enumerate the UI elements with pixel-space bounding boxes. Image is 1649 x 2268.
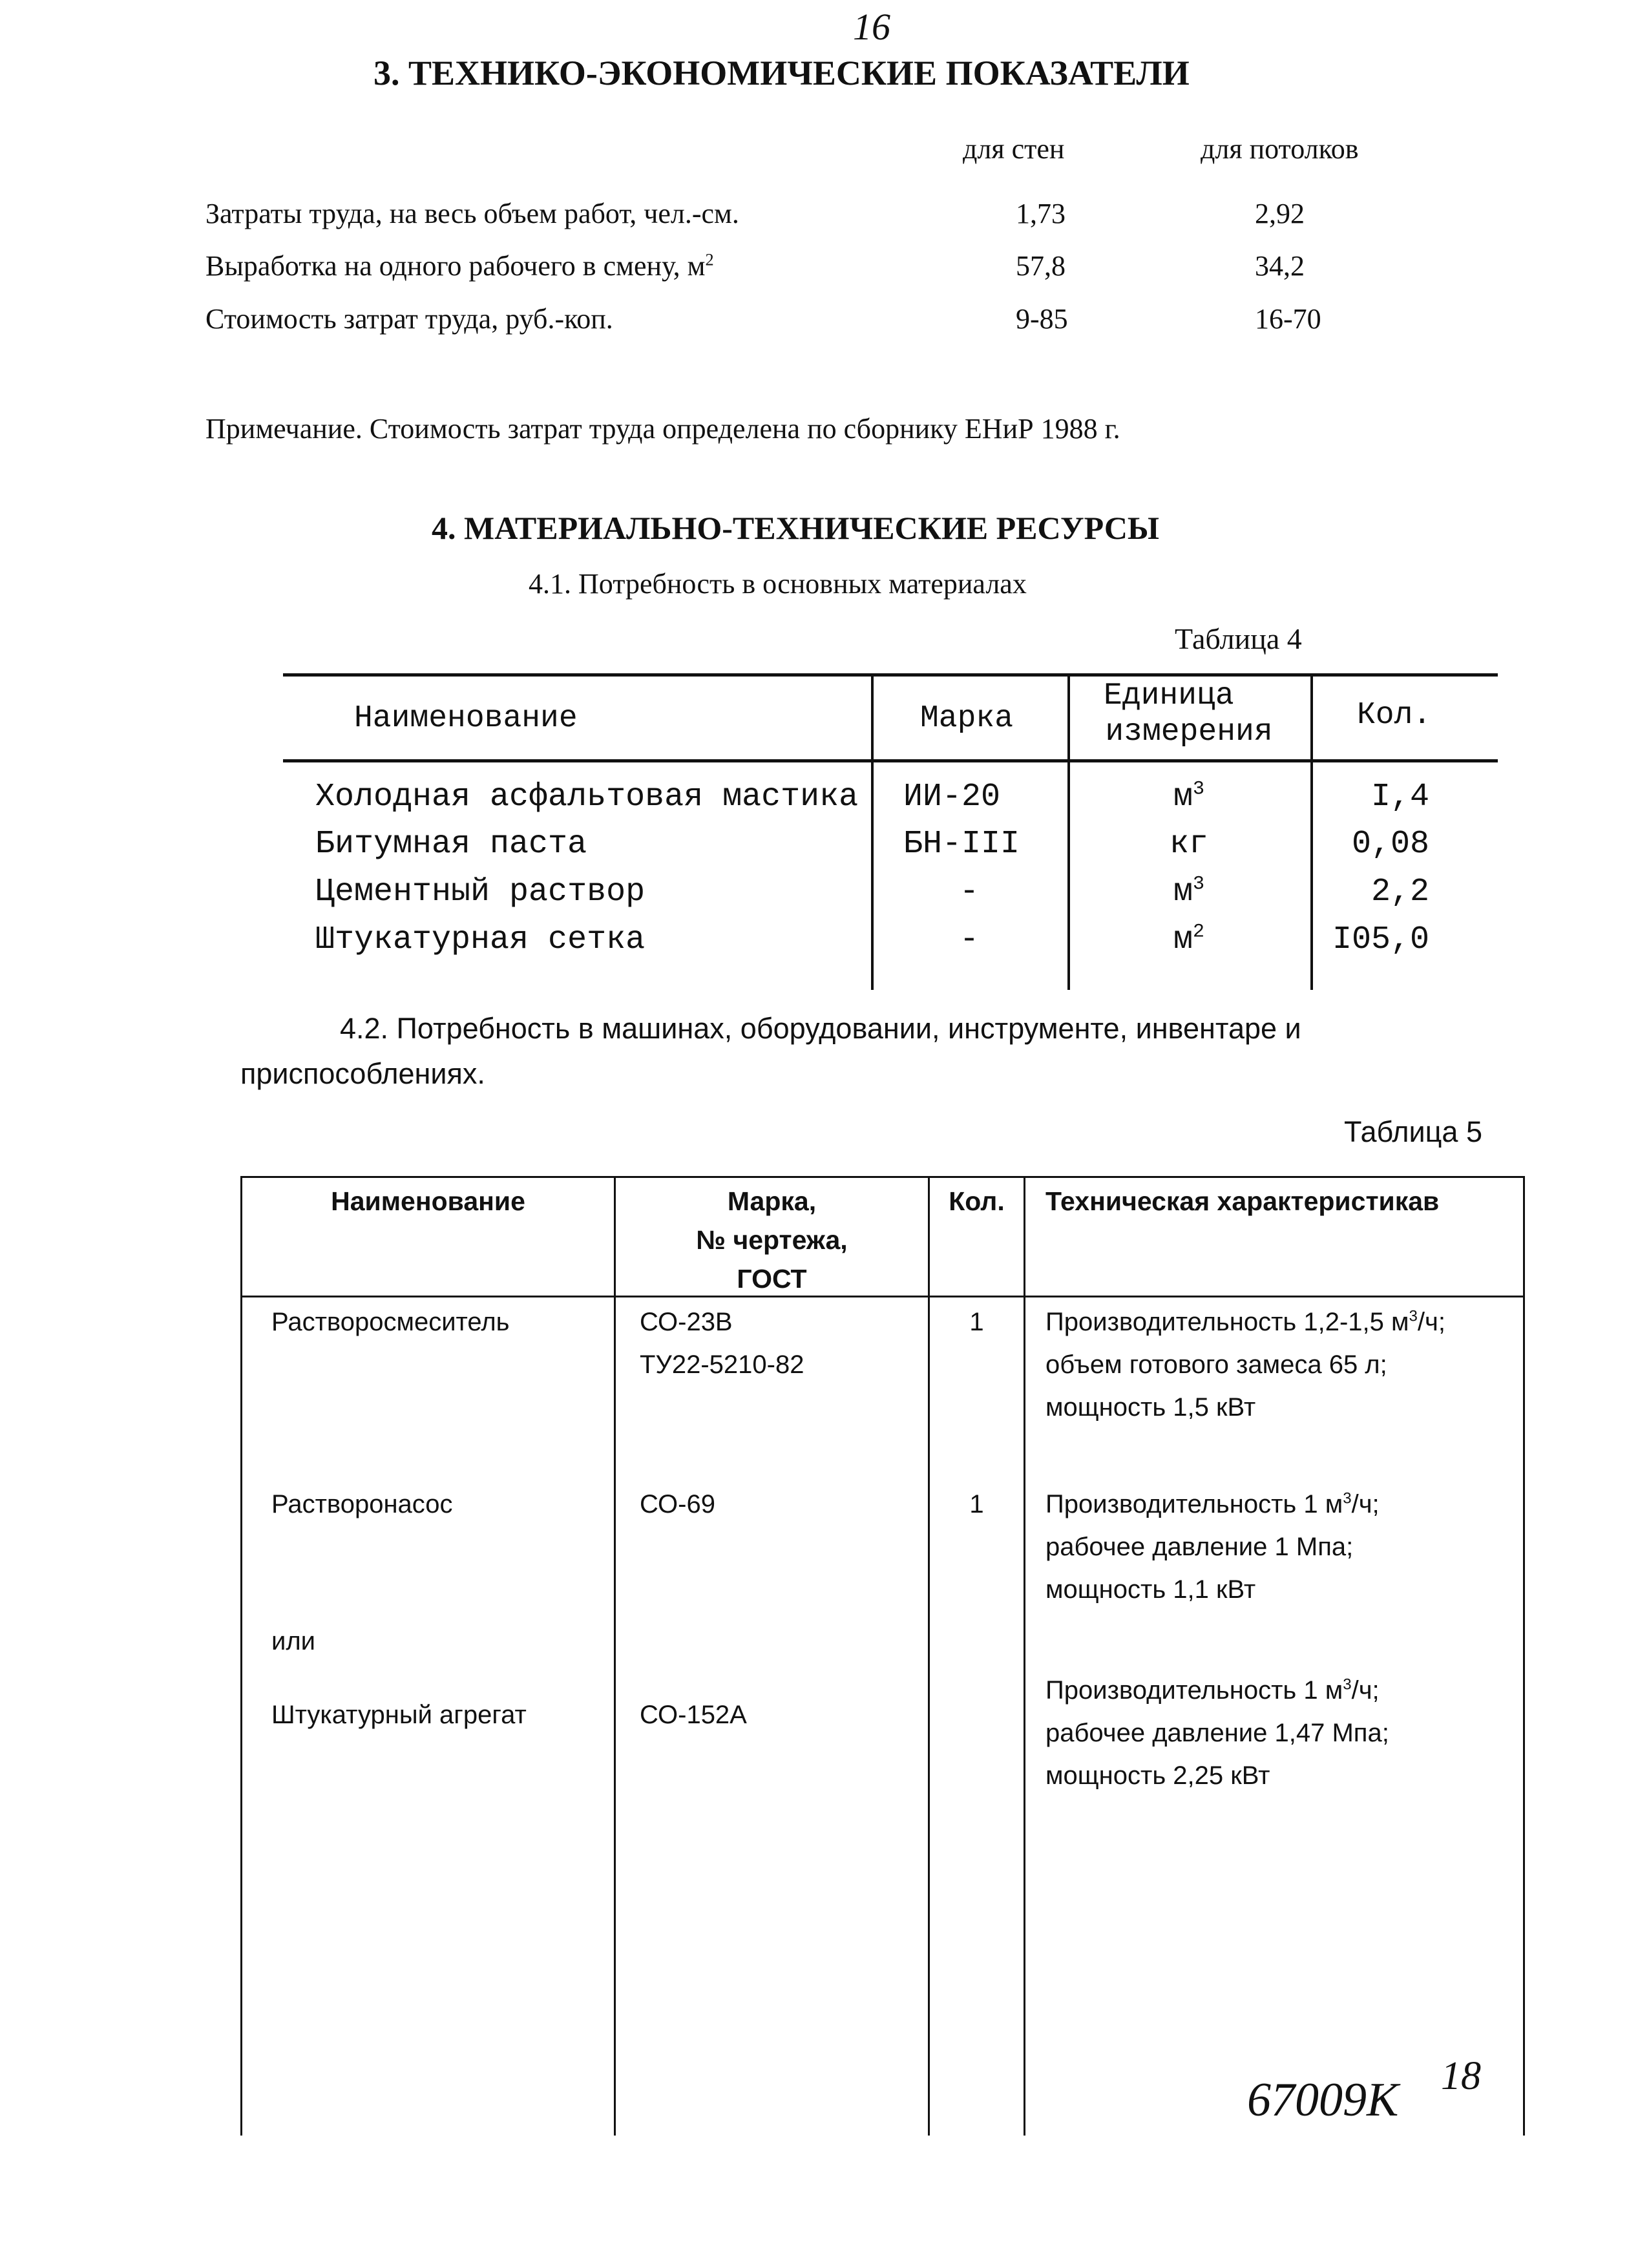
table-cell-qty: 2,2: [1371, 874, 1429, 910]
table5-header-mark-3: ГОСТ: [737, 1264, 807, 1294]
table-cell-qty: 1: [969, 1308, 984, 1336]
table4-header-qty: Кол.: [1357, 698, 1432, 733]
table-cell-spec-line1: Производительность 1 $м^3/ч$;: [1045, 1675, 1380, 1705]
table-cell-mark: -: [959, 874, 979, 910]
table-row: Холодная асфальтовая мастика: [315, 779, 859, 815]
table-cell-mark: ИИ-20: [903, 779, 1001, 815]
table-cell-spec-line2: рабочее давление 1,47 Мпа;: [1045, 1719, 1389, 1747]
table-cell-unit: $м^2$: [1173, 921, 1205, 958]
table-cell-mark: СО-152А: [640, 1701, 747, 1729]
table-cell-spec-line3: мощность 1,1 кВт: [1045, 1575, 1256, 1604]
table-cell-mark: СО-69: [640, 1490, 715, 1518]
table-cell-mark: БН-III: [903, 826, 1020, 863]
page-number: 16: [853, 6, 890, 48]
table-row: Растворонасос: [271, 1490, 453, 1518]
row-output-ceilings: 34,2: [1255, 250, 1305, 282]
table5-header-mark-1: Марка,: [727, 1186, 817, 1216]
table-cell-unit: кг: [1169, 826, 1208, 863]
row-cost-label: Стоимость затрат труда, руб.-коп.: [205, 303, 613, 335]
document-stamp-number: 18: [1441, 2054, 1481, 2098]
row-labor-ceilings: 2,92: [1255, 198, 1305, 229]
table-cell-qty: 0,08: [1351, 826, 1429, 863]
table-cell-spec-line1: Производительность 1,2-1,5 $м^3/ч$;: [1045, 1307, 1445, 1336]
table5-header-mark-2: № чертежа,: [696, 1225, 848, 1255]
table-cell-spec-line2: рабочее давление 1 Мпа;: [1045, 1533, 1354, 1561]
table-cell-spec-line3: мощность 1,5 кВт: [1045, 1393, 1256, 1422]
table5-caption: Таблица 5: [1344, 1115, 1482, 1148]
row-cost-ceilings: 16-70: [1255, 303, 1321, 335]
table-cell-qty: I,4: [1371, 779, 1429, 815]
row-cost-walls: 9-85: [1016, 303, 1068, 335]
table-cell-spec-line3: мощность 2,25 кВт: [1045, 1761, 1270, 1790]
table-row: Цементный раствор: [315, 874, 646, 910]
table5-header-name: Наименование: [331, 1186, 525, 1216]
table4-caption: Таблица 4: [1175, 622, 1302, 655]
table-cell-mark: -: [959, 921, 979, 958]
col-ceilings-header: для потолков: [1201, 133, 1359, 165]
table-row: Штукатурная сетка: [315, 921, 646, 958]
table-row-or: или: [271, 1627, 316, 1655]
row-labor-label: Затраты труда, на весь объем работ, чел.-см.: [205, 198, 739, 229]
col-walls-header: для стен: [963, 133, 1065, 165]
table-cell-unit: $м^3$: [1173, 778, 1205, 815]
table-cell-mark: СО-23В: [640, 1308, 733, 1336]
table-row: Штукатурный агрегат: [271, 1701, 527, 1729]
row-output-walls: 57,8: [1016, 250, 1066, 282]
table5-header-qty: Кол.: [949, 1186, 1005, 1216]
section4-title: 4. МАТЕРИАЛЬНО-ТЕХНИЧЕСКИЕ РЕСУРСЫ: [432, 510, 1160, 546]
row-output-label: Выработка на одного рабочего в смену, $м^2$: [205, 249, 714, 282]
table5-header-spec: Техническая характеристикав: [1045, 1186, 1440, 1216]
note: Примечание. Стоимость затрат труда определена по сборнику ЕНиР 1988 г.: [205, 413, 1120, 445]
table4-header-unit-2: измерения: [1105, 715, 1273, 750]
subsection-4-1: 4.1. Потребность в основных материалах: [529, 568, 1027, 600]
table4-header-unit-1: Единица: [1104, 678, 1234, 713]
section3-title: 3. ТЕХНИКО-ЭКОНОМИЧЕСКИЕ ПОКАЗАТЕЛИ: [373, 54, 1190, 92]
table-cell-spec-line2: объем готового замеса 65 л;: [1045, 1350, 1387, 1379]
row-labor-walls: 1,73: [1016, 198, 1066, 229]
document-stamp: 67009К: [1247, 2074, 1399, 2126]
table-cell-unit: $м^3$: [1173, 873, 1205, 910]
table-row: Битумная паста: [315, 826, 587, 863]
subsection-4-2-line1: 4.2. Потребность в машинах, оборудовании, инструменте, инвентаре и: [340, 1012, 1301, 1045]
table-cell-spec-line1: Производительность 1 $м^3/ч$;: [1045, 1489, 1380, 1518]
table-cell-qty: I05,0: [1332, 921, 1429, 958]
table-cell-mark-spec: ТУ22-5210-82: [640, 1350, 804, 1379]
subsection-4-2-line2: приспособлениях.: [240, 1057, 485, 1090]
table4-header-name: Наименование: [354, 701, 578, 736]
table-row: Растворосмеситель: [271, 1308, 510, 1336]
table4-header-mark: Марка: [920, 701, 1014, 736]
table-cell-qty: 1: [969, 1490, 984, 1518]
